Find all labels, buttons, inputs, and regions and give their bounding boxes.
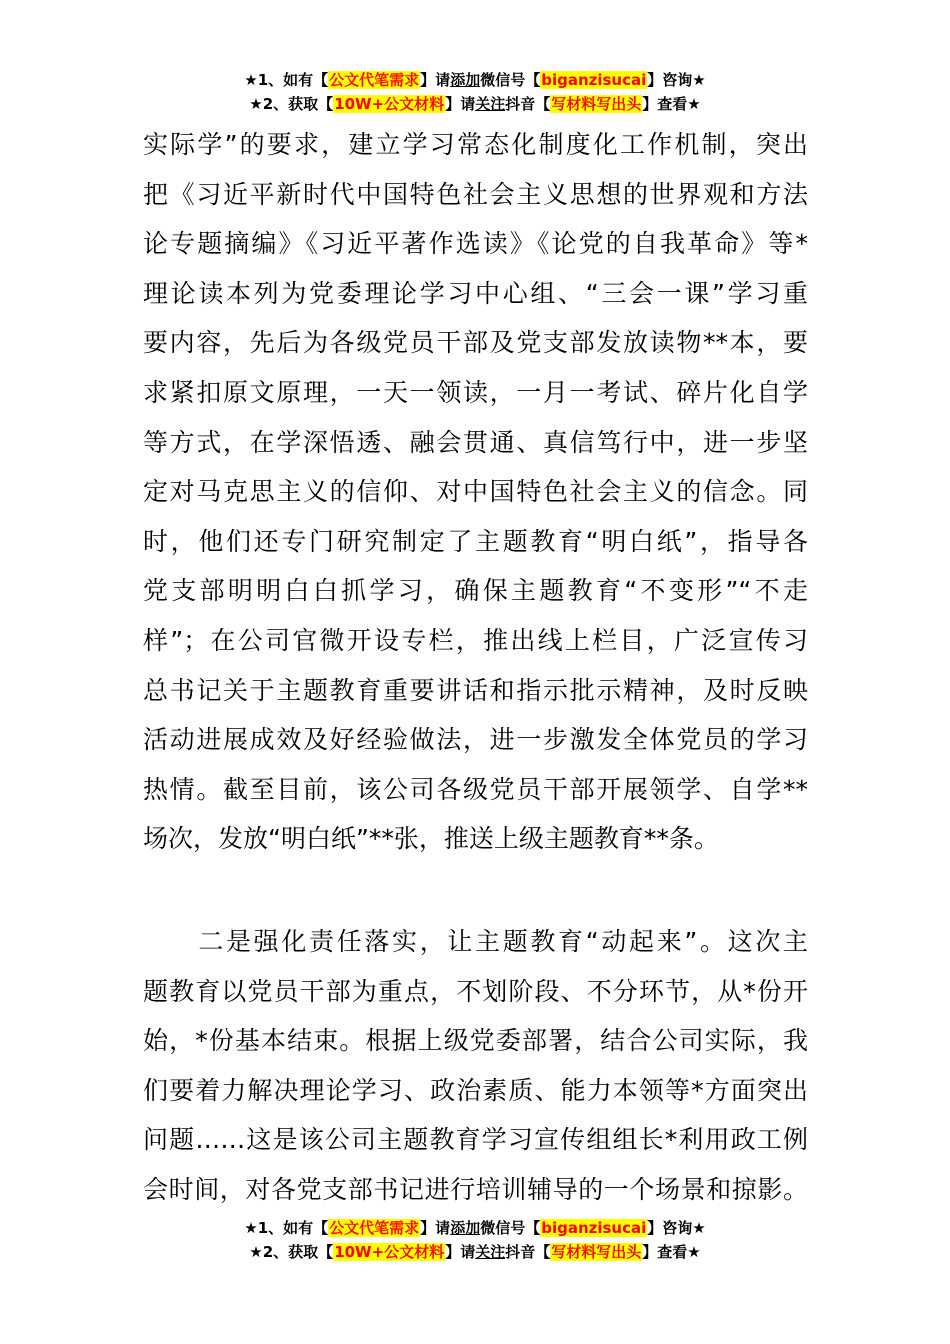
banner-highlight: 写材料写出头: [551, 1243, 642, 1261]
banner-highlight: 公文代笔需求: [329, 1219, 420, 1237]
banner-highlight: 10W+公文材料: [334, 95, 445, 113]
banner-text: 】咨询★: [647, 71, 706, 89]
banner-text: 】查看★: [642, 1243, 701, 1261]
text-line: 要内容，先后为各级党员干部及党支部发放读物**本，要: [143, 328, 808, 358]
banner-text: ★1、如有【: [244, 71, 329, 89]
banner-line-1: [0, 68, 950, 92]
text-line: 等方式，在学深悟透、融会贯通、真信笃行中，进一步坚: [143, 427, 808, 457]
text-line: 总书记关于主题教育重要讲话和指示批示精神，及时反映: [143, 675, 808, 705]
text-line: 把《习近平新时代中国特色社会主义思想的世界观和方法: [143, 179, 808, 209]
banner-highlight: 10W+公文材料: [334, 1243, 445, 1261]
header-banner: [0, 68, 950, 116]
text-line: 题教育以党员干部为重点，不划阶段、不分环节，从*份开: [143, 976, 808, 1006]
banner-text: 】请: [445, 1243, 476, 1261]
text-line: 论专题摘编》《习近平著作选读》《论党的自我革命》等*: [143, 229, 808, 259]
text-line: 场次，发放“明白纸”**张，推送上级主题教育**条。: [143, 824, 719, 854]
text-line: 样”；在公司官微开设专栏，推出线上栏目，广泛宣传习: [143, 625, 808, 655]
banner-highlight: 写材料写出头: [551, 95, 642, 113]
text-line: 实际学”的要求，建立学习常态化制度化工作机制，突出: [143, 130, 808, 159]
text-line: 时，他们还专门研究制定了主题教育“明白纸”，指导各: [143, 526, 808, 556]
text-line: 党支部明明白白抓学习，确保主题教育“不变形”“不走: [143, 576, 808, 606]
banner-text: 微信号【: [480, 71, 541, 89]
banner-underline: 添加: [450, 1219, 481, 1237]
banner-line-2: [0, 92, 950, 116]
banner-text: ★1、如有【: [244, 1219, 329, 1237]
text-line: 热情。截至目前，该公司各级党员干部开展领学、自学**: [143, 774, 808, 804]
banner-text: 】查看★: [642, 95, 701, 113]
banner-text: 抖音【: [505, 1243, 551, 1261]
text-line: 理论读本列为党委理论学习中心组、“三会一课”学习重: [143, 278, 808, 308]
banner-text: 】咨询★: [647, 1219, 706, 1237]
text-line: 二是强化责任落实，让主题教育“动起来”。这次主: [143, 927, 808, 956]
banner-underline: 添加: [450, 71, 481, 89]
banner-highlight: biganzisucai: [541, 71, 647, 89]
text-line: 始，*份基本结束。根据上级党委部署，结合公司实际，我: [143, 1026, 808, 1056]
banner-highlight: 公文代笔需求: [329, 71, 420, 89]
banner-text: 抖音【: [505, 95, 551, 113]
text-line: 们要着力解决理论学习、政治素质、能力本领等*方面突出: [143, 1075, 808, 1105]
text-line: 求紧扣原文原理，一天一领读，一月一考试、碎片化自学: [143, 377, 808, 407]
banner-text: 】请: [420, 71, 451, 89]
banner-line-1: [0, 1216, 950, 1240]
banner-text: ★2、获取【: [249, 95, 334, 113]
banner-text: ★2、获取【: [249, 1243, 334, 1261]
banner-text: 微信号【: [480, 1219, 541, 1237]
banner-text: 】请: [420, 1219, 451, 1237]
banner-underline: 关注: [475, 1243, 506, 1261]
banner-line-2: [0, 1240, 950, 1264]
text-line: 会时间，对各党支部书记进行培训辅导的一个场景和掠影。: [143, 1174, 808, 1204]
paragraph-2: [143, 917, 808, 1215]
banner-highlight: biganzisucai: [541, 1219, 647, 1237]
footer-banner: [0, 1216, 950, 1264]
text-line: 问题……这是该公司主题教育学习宣传组组长*利用政工例: [143, 1125, 808, 1155]
text-line: 定对马克思主义的信仰、对中国特色社会主义的信念。同: [143, 477, 808, 507]
paragraph-1: [143, 120, 808, 864]
banner-underline: 关注: [475, 95, 506, 113]
text-line: 活动进展成效及好经验做法，进一步激发全体党员的学习: [143, 725, 808, 755]
banner-text: 】请: [445, 95, 476, 113]
